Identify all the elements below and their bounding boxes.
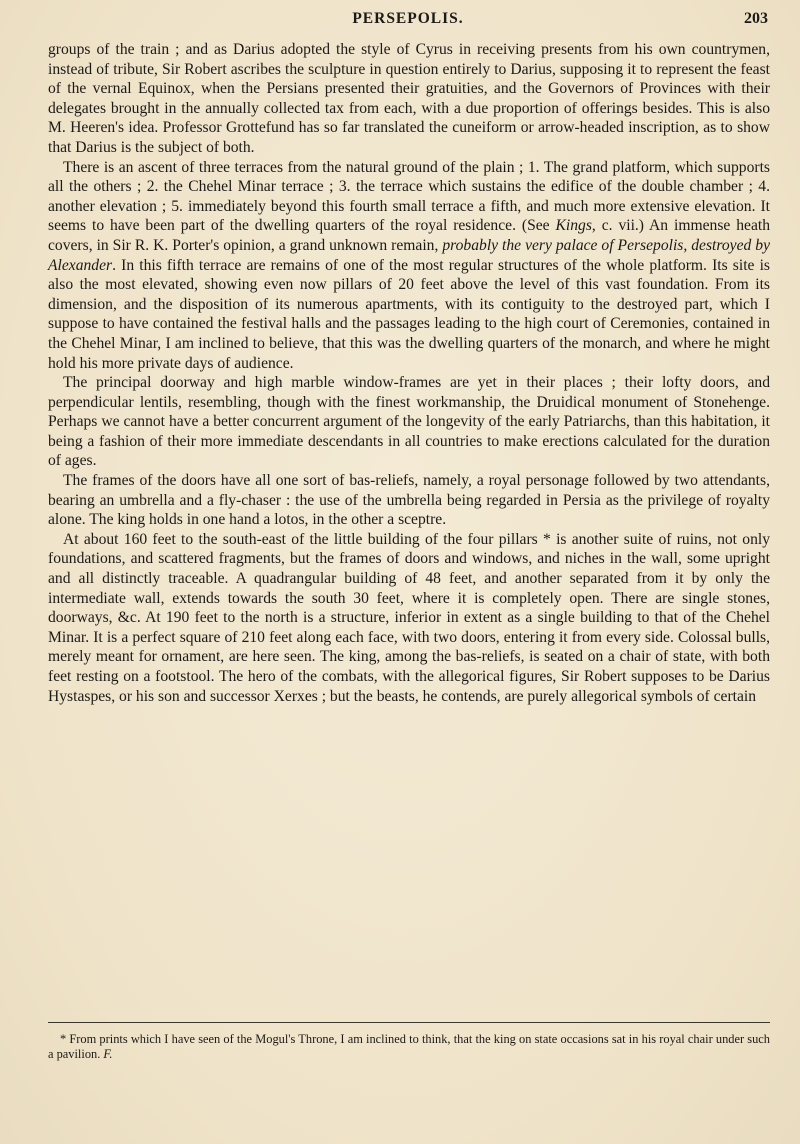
page-number: 203 [744, 10, 768, 27]
running-title: PERSEPOLIS. [352, 10, 464, 27]
kings-reference: Kings [555, 217, 592, 235]
footnote-divider [48, 1022, 770, 1023]
body-text [48, 40, 770, 706]
terraces-text-2: , c. vii.) An immense heath covers, in Sir R. K. Porter's opinion, a grand unknown remain, [48, 217, 770, 254]
paragraph-ruins: At about 160 feet to the south-east of the little building of the four pillars * is another suite of ruins, not only foundations, and scattered fragments, but the frames of doors and windows, and niches in the wall, some upright and all distinctly traceable. A quadrangular building of 48 feet, and another separated from it by only the intermediate wall, extends towards the south 30 feet, where it is completely open. There are single stones, doorways, &c. At 190 feet to the north is a structure, inferior in extent as a single building to that of the Chehel Minar. It is a perfect square of 210 feet along each face, with two doors, entering it from every side. Colossal bulls, merely meant for ornament, are here seen. The king, among the bas-reliefs, is seated on a chair of state, with both feet resting on a footstool. The hero of the combats, with the allegorical figures, Sir Robert supposes to be Darius Hystaspes, or his son and successor Xerxes ; but the beasts, he contends, are purely allegorical symbols of certain [48, 530, 770, 705]
italic-phrase: probably the very palace of Persepolis, destroyed by Alexander [48, 236, 770, 274]
footnote-signature: F. [103, 1047, 113, 1061]
paragraph-continued: groups of the train ; and as Darius adopted the style of Cyrus in receiving presents from his own countrymen, instead of tribute, Sir Robert ascribes the sculpture in question entirely to Darius, supposing it to represent the feast of the vernal Equinox, when the Persians presented their gratuities, and the Governors of Provinces with their delegates brought in the annually collected tax from each, with a due proportion of offerings besides. This is also M. Heeren's idea. Professor Grottefund has so far translated the cuneiform or arrow-headed inscription, as to show that Darius is the subject of both. [48, 41, 770, 156]
terraces-text-3: . In this fifth terrace are remains of one of the most regular structures of the whole platform. Its site is also the most elevated, showing even now pillars of 20 feet above the level of this vast foundation. From its dimension, and the disposition of its numerous apartments, with its contiguity to the destroyed part, which I suppose to have contained the festival halls and the passages leading to the high court of Ceremonies, contained in the Chehel Minar, I am inclined to believe, that this was the dwelling quarters of the monarch, and where he might hold his more private days of audience. [48, 256, 770, 372]
paragraph-frames: The frames of the doors have all one sort of bas-reliefs, namely, a royal personage followed by two attendants, bearing an umbrella and a fly-chaser : the use of the umbrella being regarded in Persia as the privilege of royalty alone. The king holds in one hand a lotos, in the other a sceptre. [48, 472, 770, 529]
footnote [48, 1032, 770, 1062]
paragraph-terraces [48, 158, 770, 374]
terraces-text-1: There is an ascent of three terraces from the natural ground of the plain ; 1. The grand platform, which supports all the others ; 2. the Chehel Minar terrace ; 3. the terrace which sustains the edifice of the double chamber ; 4. another elevation ; 5. immediately beyond this fourth small terrace a fifth, and much more extensive elevation. It seems to have been part of the dwelling quarters of the royal residence. (See [48, 158, 770, 235]
footnote-text: * From prints which I have seen of the Mogul's Throne, I am inclined to think, that the king on state occasions sat in his royal chair under such a pavilion. [48, 1032, 770, 1061]
running-head [48, 10, 768, 32]
paragraph-doorway: The principal doorway and high marble window-frames are yet in their places ; their lofty doors, and perpendicular lentils, resembling, though with the finest workmanship, the Druidical monument of Stonehenge. Perhaps we cannot have a better concurrent argument of the longevity of the early Patriarchs, than this habitation, it being a fashion of their more immediate descendants in all countries to make erections calculated for the duration of ages. [48, 374, 770, 470]
